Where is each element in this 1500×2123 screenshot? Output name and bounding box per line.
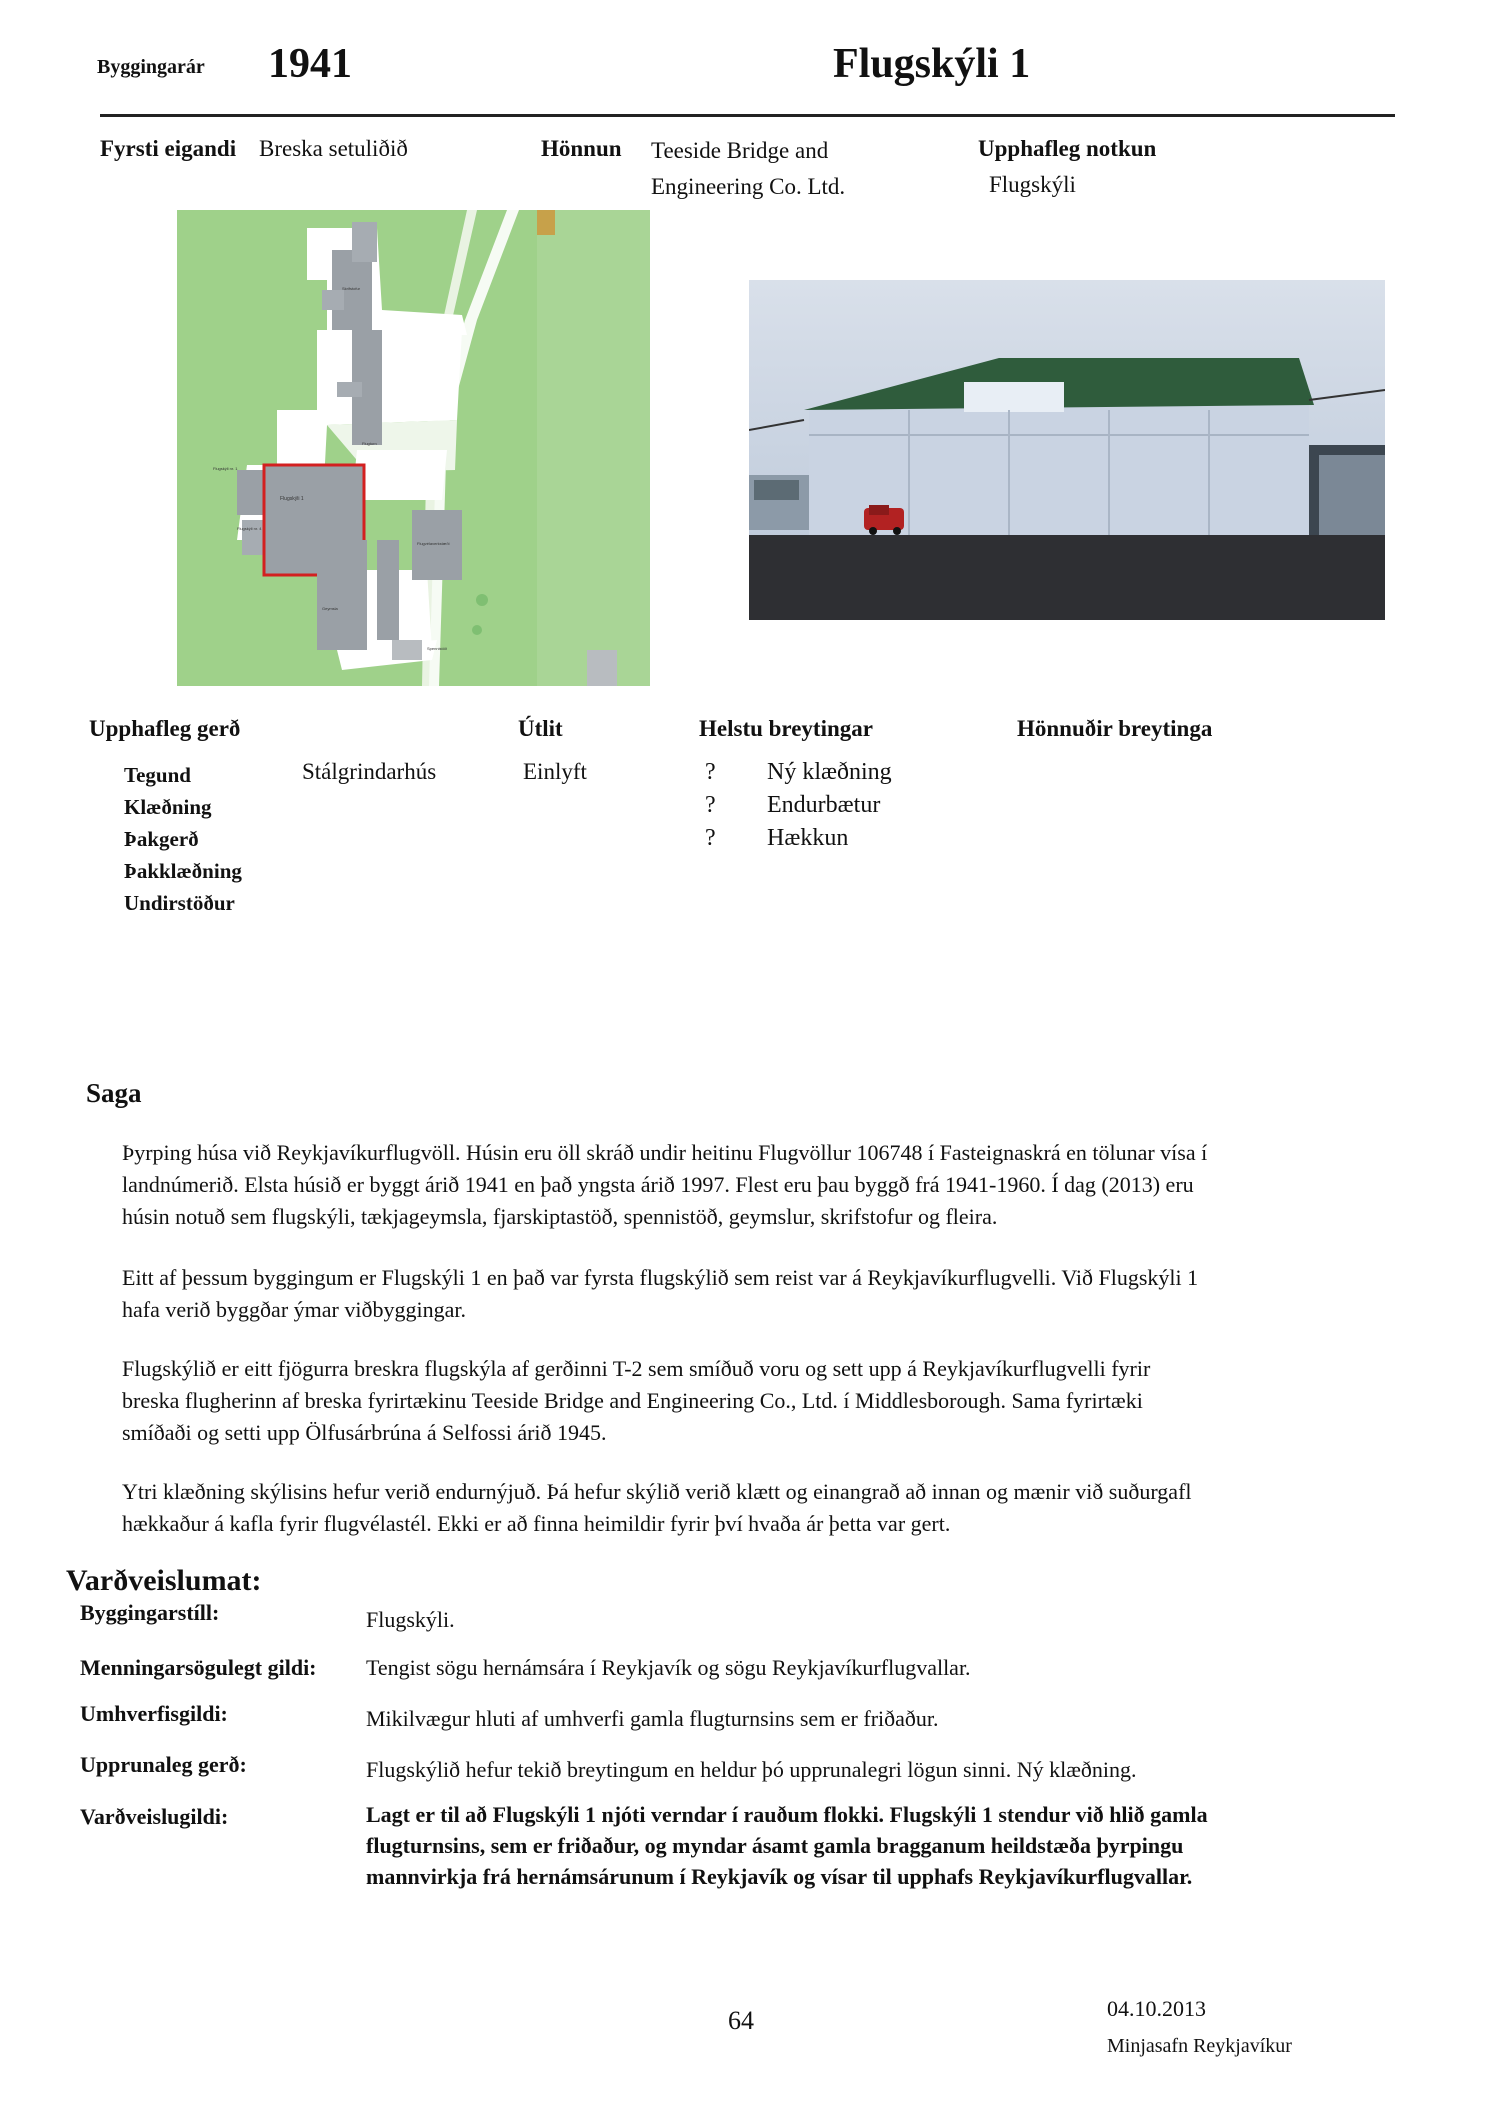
saga-line: Þyrping húsa við Reykjavíkurflugvöll. Húsin eru öll skráð undir heitinu Flugvöllur 106748 í Fasteignaskrá en tölunar vísa í	[122, 1140, 1208, 1165]
year-value: 1941	[268, 41, 352, 87]
hangar-photo	[749, 280, 1385, 620]
map-label-f: Geymsla	[322, 606, 338, 611]
design-value-line1: Teeside Bridge and	[651, 138, 829, 163]
appearance-value: Einlyft	[523, 759, 587, 784]
saga-line: landnúmerið. Elsta húsið er byggt árið 1941 en það yngsta árið 1997. Flest eru þau byggð frá 1941-1960. Í dag (2013) eru	[122, 1172, 1194, 1197]
page-number: 64	[728, 2006, 754, 2035]
original-use-label: Upphafleg notkun	[978, 136, 1157, 161]
saga-line: smíðaði og setti upp Ölfusárbrúna á Selfossi árið 1945.	[122, 1420, 607, 1445]
saga-paragraph-4	[122, 1476, 1372, 1540]
form-row-label: Þakgerð	[124, 827, 199, 851]
preservation-line: Lagt er til að Flugskýli 1 njóti verndar í rauðum flokki. Flugskýli 1 stendur við hlið gamla	[366, 1802, 1208, 1827]
preservation-label: Menningarsögulegt gildi:	[80, 1655, 317, 1680]
form-row-label: Þakklæðning	[124, 859, 242, 883]
form-row-value: Stálgrindarhús	[302, 759, 437, 784]
saga-line: húsin notuð sem flugskýli, tækjageymsla, fjarskiptastöð, spennistöð, geymslur, skrifstofur og fleira.	[122, 1204, 998, 1229]
preservation-heading: Varðveislumat:	[66, 1564, 262, 1597]
owner-label: Fyrsti eigandi	[100, 136, 237, 161]
preservation-value: Tengist sögu hernámsára í Reykjavík og sögu Reykjavíkurflugvallar.	[366, 1655, 971, 1680]
preservation-value: Flugskýli.	[366, 1607, 455, 1632]
preservation-label: Umhverfisgildi:	[80, 1701, 228, 1726]
design-value-line2: Engineering Co. Ltd.	[651, 174, 846, 199]
saga-line: hafa verið byggðar ýmar viðbyggingar.	[122, 1297, 466, 1322]
change-item: Ný klæðning	[767, 759, 892, 785]
map-label-c: Flugvélaverkstæði	[417, 541, 450, 546]
year-label: Byggingarár	[97, 56, 205, 78]
form-row-label: Klæðning	[124, 795, 212, 819]
appearance-heading: Útlit	[518, 716, 563, 741]
photo-ground	[749, 535, 1385, 620]
footer-organization: Minjasafn Reykjavíkur	[1107, 2035, 1292, 2057]
map-label-d: Skrifstofur	[342, 286, 361, 291]
owner-value: Breska setuliðið	[259, 136, 408, 161]
map-label-highlight: Flugskýli 1	[280, 496, 304, 502]
preservation-value: Flugskýlið hefur tekið breytingum en heldur þó upprunalegri lögun sinni. Ný klæðning.	[366, 1757, 1137, 1782]
map-label-g: Spennistöð	[427, 646, 448, 651]
preservation-label: Varðveislugildi:	[80, 1804, 229, 1829]
site-map	[177, 210, 650, 686]
form-row-label: Tegund	[124, 763, 191, 787]
original-form-heading: Upphafleg gerð	[89, 716, 241, 741]
change-mark: ?	[705, 759, 716, 785]
saga-heading: Saga	[86, 1078, 142, 1108]
map-building-e	[377, 540, 399, 640]
preservation-label: Byggingarstíll:	[80, 1600, 220, 1625]
saga-paragraph-1	[122, 1137, 1372, 1233]
saga-paragraph-2	[122, 1262, 1372, 1326]
map-label-a: Flugskýli nr. 1	[213, 466, 238, 471]
preservation-line: mannvirkja frá hernámsárunum í Reykjavík og vísar til upphafs Reykjavíkurflugvallar.	[366, 1864, 1193, 1889]
preservation-label: Upprunaleg gerð:	[80, 1752, 247, 1777]
change-mark: ?	[705, 792, 716, 818]
preservation-value	[366, 1799, 1208, 1892]
saga-line: Eitt af þessum byggingum er Flugskýli 1 en það var fyrsta flugskýlið sem reist var á Reykjavíkurflugvelli. Við Flugskýli 1	[122, 1265, 1199, 1290]
form-row-label: Undirstöður	[124, 891, 235, 915]
preservation-value: Mikilvægur hluti af umhverfi gamla flugturnsins sem er friðaður.	[366, 1706, 939, 1731]
change-item: Endurbætur	[767, 792, 881, 818]
saga-line: Flugskýlið er eitt fjögurra breskra flugskýla af gerðinni T-2 sem smíðuð voru og sett upp á Reykjavíkurflugvelli fyrir	[122, 1356, 1151, 1381]
page-title: Flugskýli 1	[833, 41, 1031, 87]
design-label: Hönnun	[541, 136, 622, 161]
header-divider	[100, 114, 1395, 117]
footer-date: 04.10.2013	[1107, 1996, 1206, 2021]
map-label-b: Flugskýli nr. 4	[237, 526, 262, 531]
changes-heading: Helstu breytingar	[699, 716, 873, 741]
change-item: Hækkun	[767, 825, 849, 851]
hangar-roof-windows	[964, 382, 1064, 412]
original-use-value: Flugskýli	[989, 172, 1076, 197]
saga-line: hækkaður á kafla fyrir flugvélastél. Ekki er að finna heimildir fyrir því hvaða ár þetta var gert.	[122, 1511, 951, 1536]
map-building-f	[317, 540, 367, 650]
preservation-line: flugturnsins, sem er friðaður, og myndar ásamt gamla bragganum heildstæða þyrpingu	[366, 1833, 1184, 1858]
map-label-e: Flugturn	[362, 441, 377, 446]
saga-paragraph-3	[122, 1353, 1372, 1449]
change-mark: ?	[705, 825, 716, 851]
change-designers-heading: Hönnuðir breytinga	[1017, 716, 1213, 741]
saga-line: Ytri klæðning skýlisins hefur verið endurnýjuð. Þá hefur skýlið verið klætt og einangrað að innan og mænir við suðurgafl	[122, 1479, 1192, 1504]
saga-line: breska flugherinn af breska fyrirtækinu Teeside Bridge and Engineering Co., Ltd. í Middlesborough. Sama fyrirtæki	[122, 1388, 1143, 1413]
